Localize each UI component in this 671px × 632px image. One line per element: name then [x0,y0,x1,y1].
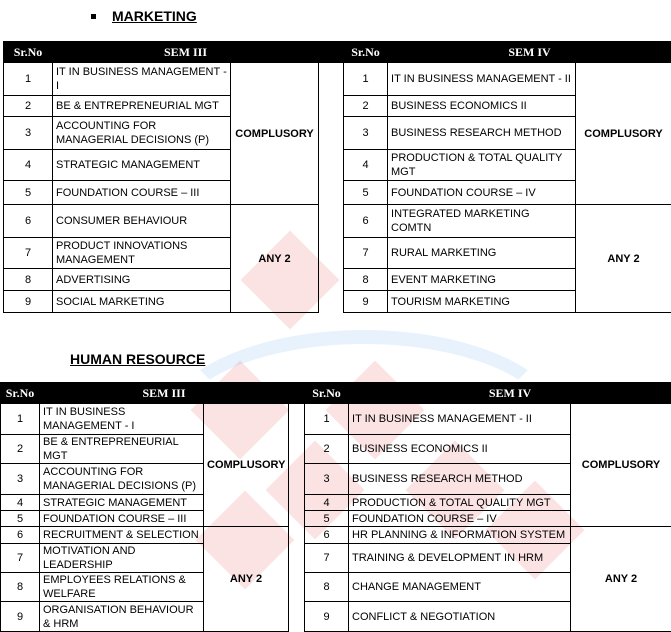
sr-no-cell: 9 [4,291,53,313]
sem-iii-subject: STRATEGIC MANAGEMENT [40,495,204,511]
compulsory-label: COMPLUSORY [231,63,319,205]
sem-iv-subject: BUSINESS ECONOMICS II [349,435,571,464]
sem-iii-subject: ACCOUNTING FOR MANAGERIAL DECISIONS (P) [53,117,231,150]
sem-iv-subject: IT IN BUSINESS MANAGEMENT - II [388,63,576,96]
sr-no-cell: 9 [344,291,388,313]
elective-label: ANY 2 [231,205,319,313]
sem-iii-subject: PRODUCT INNOVATIONS MANAGEMENT [53,238,231,269]
sr-no-cell: 2 [305,435,349,464]
marketing-table [3,41,671,313]
sem-iv-subject: RURAL MARKETING [388,238,576,269]
sr-no-cell: 1 [305,404,349,435]
sem-iii-subject: RECRUITMENT & SELECTION [40,527,204,544]
sr-no-cell: 3 [305,464,349,495]
sem-iii-subject: SOCIAL MARKETING [53,291,231,313]
sem-iv-subject: INTEGRATED MARKETING COMTN [388,205,576,238]
sem-iv-subject: FOUNDATION COURSE – IV [388,181,576,205]
sr-no-cell: 1 [344,63,388,96]
sem-iv-subject: FOUNDATION COURSE – IV [349,511,571,527]
sr-no-cell: 8 [1,573,40,602]
table-row [1,511,671,527]
sr-no-cell: 7 [305,544,349,573]
human-resource-table [0,382,671,632]
compulsory-label: COMPLUSORY [204,404,289,527]
sem-iii-subject: BE & ENTREPRENEURIAL MGT [53,96,231,117]
sr-no-cell: 4 [4,150,53,181]
header-sem-iv: SEM IV [388,42,671,63]
heading-bullet [91,14,96,19]
section-title-human-resource: HUMAN RESOURCE [70,351,205,367]
sr-no-cell: 5 [4,181,53,205]
table-row [1,435,671,464]
column-gap [319,63,344,313]
sr-no-cell: 3 [1,464,40,495]
sr-no-cell: 6 [305,527,349,544]
sem-iii-subject: ACCOUNTING FOR MANAGERIAL DECISIONS (P) [40,464,204,495]
sem-iii-subject: IT IN BUSINESS MANAGEMENT - I [53,63,231,96]
sem-iv-subject: BUSINESS RESEARCH METHOD [349,464,571,495]
sem-iv-subject: CONFLICT & NEGOTIATION [349,602,571,632]
sem-iv-subject: PRODUCTION & TOTAL QUALITY MGT [388,150,576,181]
header-sr-no: Sr.No [344,42,388,63]
header-sem-iii: SEM III [40,383,289,404]
sr-no-cell: 8 [344,269,388,291]
sem-iv-subject: TOURISM MARKETING [388,291,576,313]
sem-iii-subject: STRATEGIC MANAGEMENT [53,150,231,181]
sr-no-cell: 1 [1,404,40,435]
sr-no-cell: 9 [1,602,40,632]
sr-no-cell: 9 [305,602,349,632]
header-sr-no: Sr.No [1,383,40,404]
sr-no-cell: 2 [1,435,40,464]
table-row [1,573,671,602]
sem-iii-subject: FOUNDATION COURSE – III [53,181,231,205]
elective-label: ANY 2 [571,527,671,632]
sr-no-cell: 3 [344,117,388,150]
table-row [1,602,671,632]
section-title-marketing: MARKETING [112,8,197,24]
sr-no-cell: 4 [1,495,40,511]
elective-label: ANY 2 [204,527,289,632]
header-sr-no: Sr.No [305,383,349,404]
sem-iii-subject: ORGANISATION BEHAVIOUR & HRM [40,602,204,632]
table-row [1,544,671,573]
sem-iii-subject: CONSUMER BEHAVIOUR [53,205,231,238]
sr-no-cell: 2 [4,96,53,117]
sr-no-cell: 6 [4,205,53,238]
sr-no-cell: 3 [4,117,53,150]
sem-iii-subject: FOUNDATION COURSE – III [40,511,204,527]
sr-no-cell: 7 [1,544,40,573]
compulsory-label: COMPLUSORY [576,63,671,205]
sem-iv-subject: TRAINING & DEVELOPMENT IN HRM [349,544,571,573]
elective-label: ANY 2 [576,205,671,313]
sr-no-cell: 8 [4,269,53,291]
sem-iv-subject: EVENT MARKETING [388,269,576,291]
sr-no-cell: 5 [305,511,349,527]
sem-iv-subject: BUSINESS RESEARCH METHOD [388,117,576,150]
sem-iv-subject: HR PLANNING & INFORMATION SYSTEM [349,527,571,544]
sr-no-cell: 6 [344,205,388,238]
table-row [4,63,671,96]
sr-no-cell: 7 [344,238,388,269]
table-row [1,404,671,435]
sr-no-cell: 5 [344,181,388,205]
sr-no-cell: 1 [4,63,53,96]
column-gap [289,404,305,632]
sr-no-cell: 6 [1,527,40,544]
sem-iii-subject: IT IN BUSINESS MANAGEMENT - I [40,404,204,435]
header-sem-iii: SEM III [53,42,319,63]
compulsory-label: COMPLUSORY [571,404,671,527]
header-sr-no: Sr.No [4,42,53,63]
sr-no-cell: 4 [344,150,388,181]
sem-iv-subject: BUSINESS ECONOMICS II [388,96,576,117]
sr-no-cell: 2 [344,96,388,117]
table-row [1,495,671,511]
table-row [1,527,671,544]
sr-no-cell: 4 [305,495,349,511]
sr-no-cell: 7 [4,238,53,269]
sem-iv-subject: PRODUCTION & TOTAL QUALITY MGT [349,495,571,511]
sem-iii-subject: BE & ENTREPRENEURIAL MGT [40,435,204,464]
sem-iv-subject: IT IN BUSINESS MANAGEMENT - II [349,404,571,435]
sem-iii-subject: ADVERTISING [53,269,231,291]
sem-iv-subject: CHANGE MANAGEMENT [349,573,571,602]
sr-no-cell: 5 [1,511,40,527]
sem-iii-subject: MOTIVATION AND LEADERSHIP [40,544,204,573]
table-row [1,464,671,495]
header-sem-iv: SEM IV [349,383,671,404]
sem-iii-subject: EMPLOYEES RELATIONS & WELFARE [40,573,204,602]
sr-no-cell: 8 [305,573,349,602]
